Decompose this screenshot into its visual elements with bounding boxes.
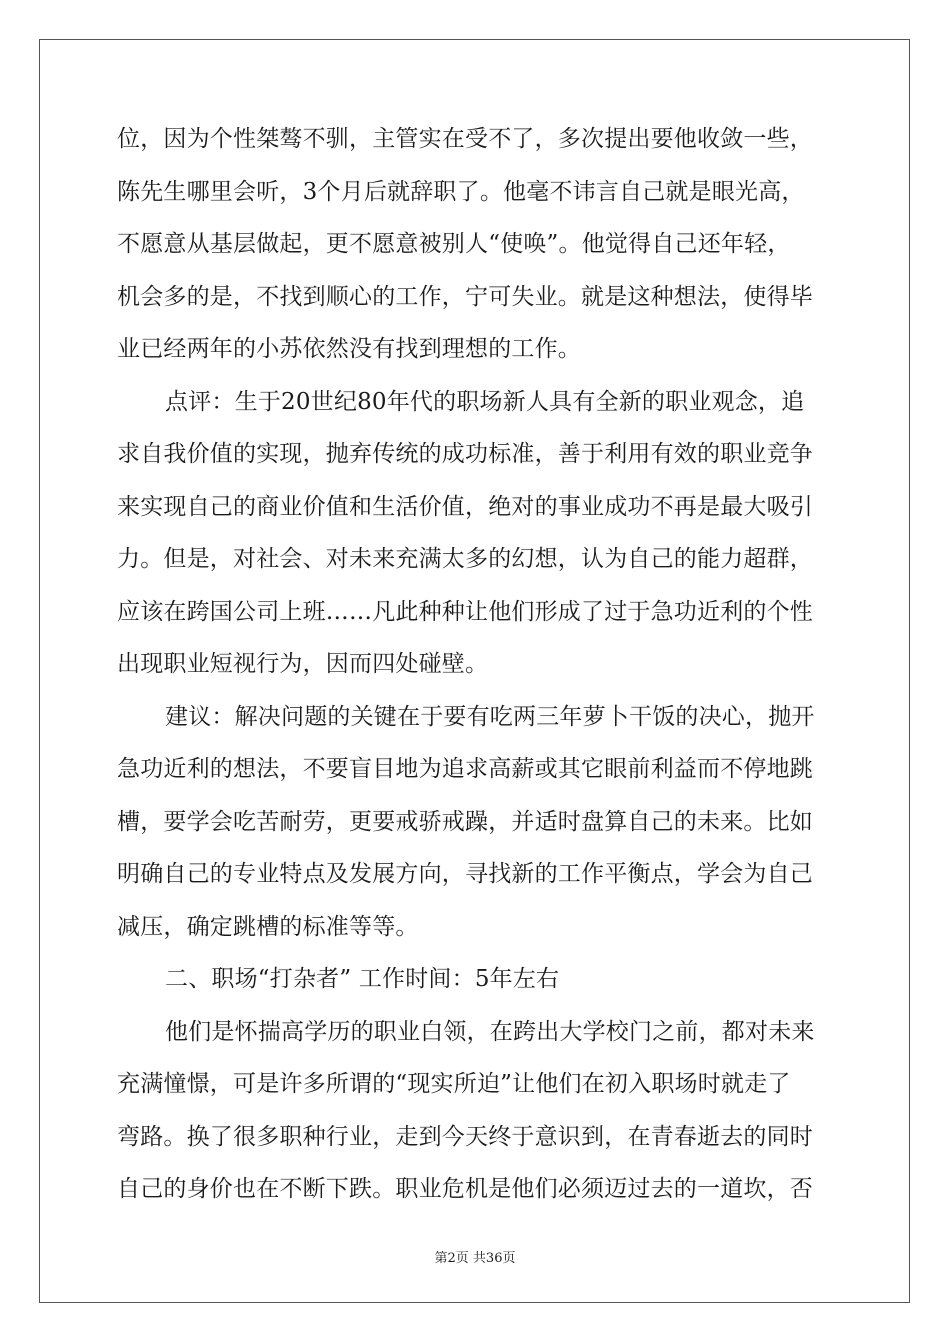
document-body bbox=[117, 113, 833, 1216]
text-line: 槽，要学会吃苦耐劳，更要戒骄戒躁，并适时盘算自己的未来。比如 bbox=[117, 808, 813, 835]
body-paragraph-start: 他们是怀揣高学历的职业白领，在跨出大学校门之前，都对未来 bbox=[165, 1018, 815, 1045]
text-line: 应该在跨国公司上班……凡此种种让他们形成了过于急功近利的个性 bbox=[117, 598, 813, 625]
text-line: 充满憧憬，可是许多所谓的“现实所迫”让他们在初入职场时就走了 bbox=[117, 1071, 791, 1097]
text-line: 业已经两年的小苏依然没有找到理想的工作。 bbox=[117, 336, 581, 362]
text-line: 弯路。换了很多职种行业，走到今天终于意识到，在青春逝去的同时 bbox=[117, 1123, 813, 1150]
text-line: 不愿意从基层做起，更不愿意被别人“使唤”。他觉得自己还年轻， bbox=[117, 231, 791, 257]
text-line: 来实现自己的商业价值和生活价值，绝对的事业成功不再是最大吸引 bbox=[117, 493, 813, 520]
text-line: 明确自己的专业特点及发展方向，寻找新的工作平衡点，学会为自己 bbox=[117, 861, 813, 887]
text-line: 陈先生哪里会听，3个月后就辞职了。他毫不讳言自己就是眼光高， bbox=[117, 178, 805, 205]
text-line: 机会多的是，不找到顺心的工作，宁可失业。就是这种想法，使得毕 bbox=[117, 283, 813, 310]
text-line: 力。但是，对社会、对未来充满太多的幻想，认为自己的能力超群， bbox=[117, 546, 813, 572]
advice-paragraph-start: 建议：解决问题的关键在于要有吃两三年萝卜干饭的决心，抛开 bbox=[165, 703, 815, 730]
section-heading: 二、职场“打杂者” 工作时间：5年左右 bbox=[165, 966, 560, 992]
text-line: 出现职业短视行为，因而四处碰壁。 bbox=[117, 651, 489, 677]
text-line: 减压，确定跳槽的标准等等。 bbox=[117, 913, 419, 940]
text-line: 自己的身价也在不断下跌。职业危机是他们必须迈过去的一道坎，否 bbox=[117, 1176, 813, 1202]
text-line: 位，因为个性桀骜不驯，主管实在受不了，多次提出要他收敛一些， bbox=[117, 126, 813, 152]
text-line: 求自我价值的实现，抛弃传统的成功标准，善于利用有效的职业竞争 bbox=[117, 441, 813, 467]
comment-paragraph-start: 点评：生于20世纪80年代的职场新人具有全新的职业观念，追 bbox=[165, 388, 805, 415]
page-number-footer: 第2页 共36页 bbox=[434, 1251, 516, 1266]
text-line: 急功近利的想法，不要盲目地为追求高薪或其它眼前利益而不停地跳 bbox=[117, 756, 813, 782]
